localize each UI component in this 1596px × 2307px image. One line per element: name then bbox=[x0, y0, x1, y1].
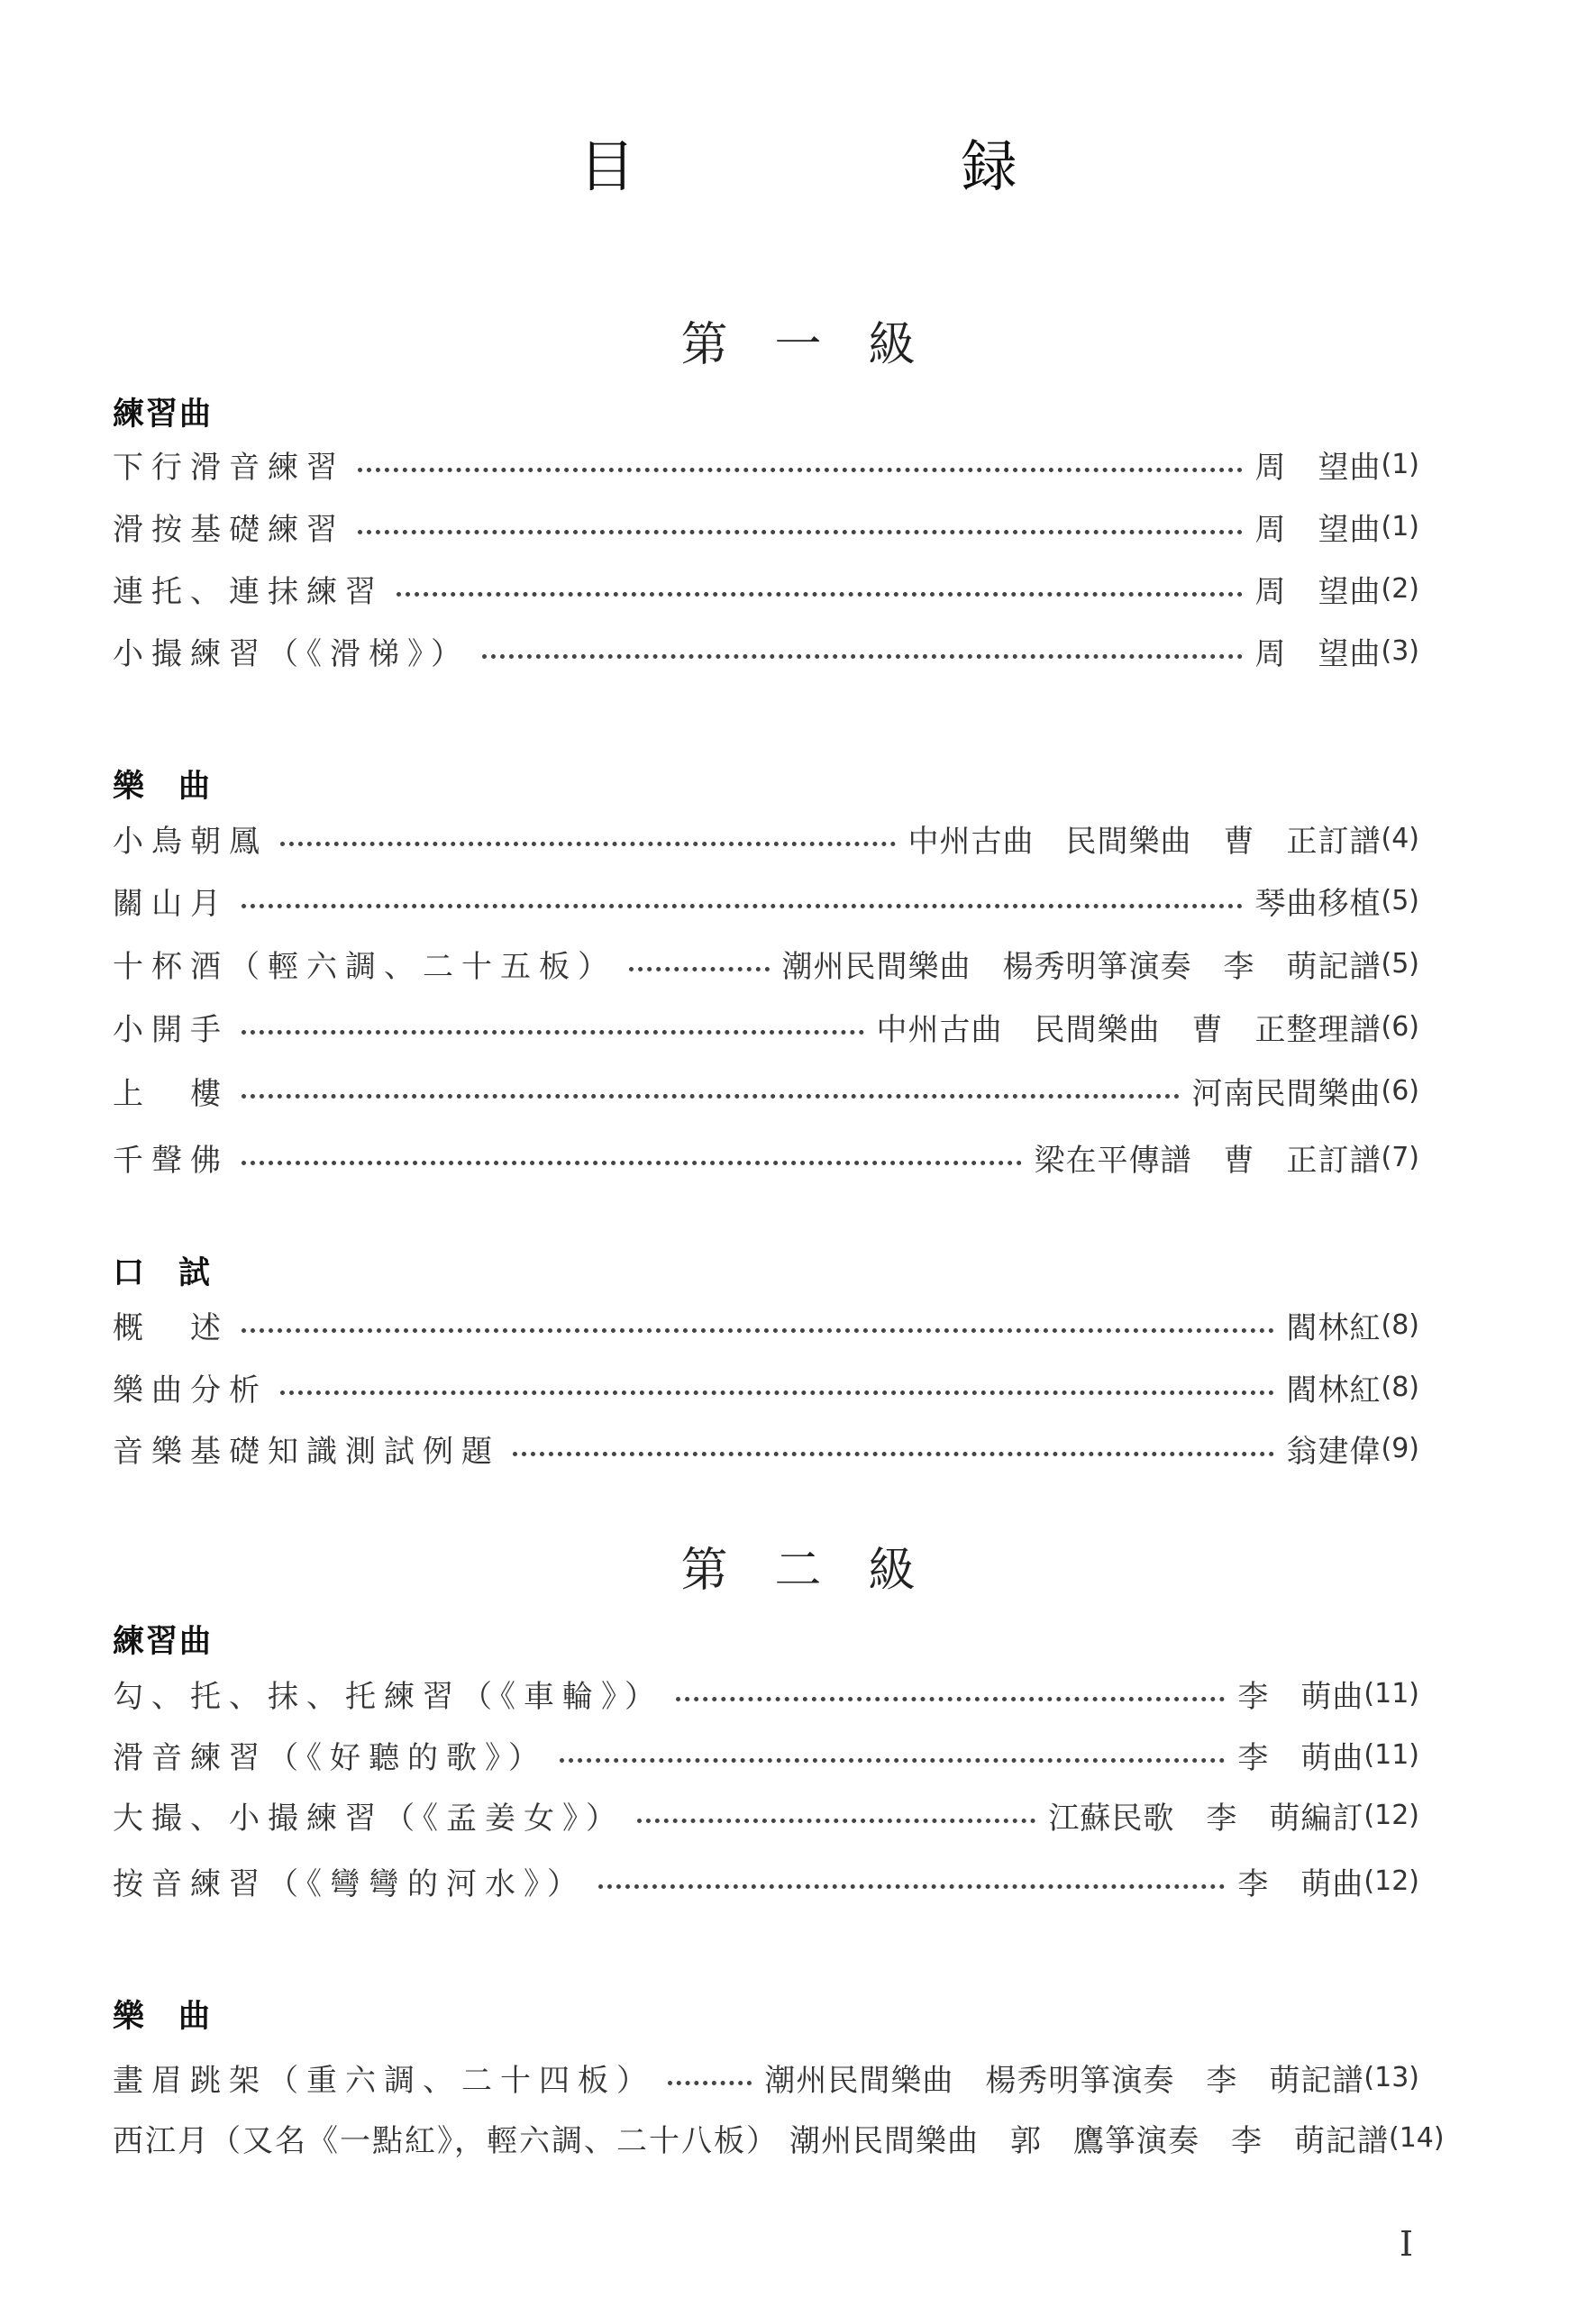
entry-title: 樂曲分析 bbox=[113, 1372, 268, 1409]
toc-entry[interactable] bbox=[113, 444, 1419, 484]
entry-page: (11) bbox=[1363, 1738, 1419, 1771]
entry-page: (7) bbox=[1381, 1141, 1419, 1173]
entry-credit: 周 望曲 bbox=[1254, 449, 1382, 486]
toc-entry[interactable] bbox=[113, 1861, 1419, 1901]
entry-page: (12) bbox=[1363, 1799, 1419, 1831]
dot-leader bbox=[676, 1697, 1225, 1701]
dot-leader bbox=[598, 1884, 1225, 1889]
grade-2-heading: 第二級 bbox=[680, 1544, 962, 1598]
toc-entry[interactable] bbox=[113, 1367, 1419, 1407]
toc-entry[interactable] bbox=[113, 1071, 1419, 1110]
entry-title: 小撮練習（《滑梯》） bbox=[113, 635, 470, 672]
entry-page: (12) bbox=[1363, 1865, 1419, 1897]
toc-entry[interactable] bbox=[113, 1428, 1419, 1468]
entry-title: 滑按基礎練習 bbox=[113, 511, 345, 548]
entry-credit: 梁在平傳譜 曹 正訂譜 bbox=[1034, 1142, 1382, 1179]
entry-title: 十杯酒（輕六調、二十五板） bbox=[113, 948, 616, 985]
entry-page: (9) bbox=[1381, 1432, 1419, 1464]
entry-title: 下行滑音練習 bbox=[113, 449, 345, 486]
page-number: I bbox=[1400, 2224, 1414, 2264]
entry-credit: 中州古曲 民間樂曲 曹 正整理譜 bbox=[876, 1011, 1382, 1048]
dot-leader bbox=[358, 468, 1243, 472]
dot-leader bbox=[560, 1758, 1225, 1763]
entry-page: (14) bbox=[1389, 2121, 1445, 2154]
entry-credit: 閻林紅 bbox=[1286, 1372, 1382, 1409]
entry-page: (1) bbox=[1381, 448, 1419, 480]
dot-leader bbox=[280, 842, 896, 846]
entry-credit: 中州古曲 民間樂曲 曹 正訂譜 bbox=[907, 823, 1382, 860]
toc-entry[interactable] bbox=[113, 2118, 1445, 2159]
toc-entry[interactable] bbox=[113, 944, 1419, 983]
dot-leader bbox=[242, 1328, 1274, 1333]
entry-title: 連托、連抹練習 bbox=[113, 573, 384, 610]
entry-page: (6) bbox=[1381, 1074, 1419, 1107]
toc-entry[interactable] bbox=[113, 631, 1419, 670]
grade-1-section-exercises-heading: 練習曲 bbox=[113, 397, 214, 433]
dot-leader bbox=[242, 1030, 864, 1035]
grade-1-section-pieces-heading: 樂曲 bbox=[113, 769, 245, 805]
entry-page: (3) bbox=[1381, 634, 1419, 667]
entry-credit: 潮州民間樂曲 郭 鷹箏演奏 李 萌記譜 bbox=[789, 2122, 1389, 2159]
entry-credit: 李 萌曲 bbox=[1237, 1678, 1364, 1715]
entry-title: 小鳥朝鳳 bbox=[113, 823, 268, 860]
entry-credit: 江蘇民歌 李 萌編訂 bbox=[1048, 1800, 1364, 1837]
entry-credit: 潮州民間樂曲 楊秀明箏演奏 李 萌記譜 bbox=[781, 948, 1382, 985]
entry-title: 小開手 bbox=[113, 1011, 229, 1048]
toc-entry[interactable] bbox=[113, 569, 1419, 608]
toc-entry[interactable] bbox=[113, 2057, 1419, 2097]
entry-page: (11) bbox=[1363, 1677, 1419, 1710]
entry-page: (5) bbox=[1381, 884, 1419, 916]
grade-1-heading: 第一級 bbox=[680, 318, 962, 372]
entry-credit: 翁建偉 bbox=[1286, 1433, 1382, 1470]
entry-credit: 琴曲移植 bbox=[1254, 885, 1382, 922]
dot-leader bbox=[397, 592, 1243, 597]
entry-page: (8) bbox=[1381, 1371, 1419, 1403]
dot-leader bbox=[280, 1391, 1274, 1395]
toc-entry[interactable] bbox=[113, 506, 1419, 546]
entry-title: 上 樓 bbox=[113, 1075, 229, 1112]
entry-page: (13) bbox=[1363, 2061, 1419, 2093]
entry-page: (2) bbox=[1381, 572, 1419, 605]
toc-entry[interactable] bbox=[113, 818, 1419, 858]
entry-page: (8) bbox=[1381, 1309, 1419, 1341]
toc-entry[interactable] bbox=[113, 880, 1419, 920]
entry-title: 西江月（又名《一點紅》，輕六調、二十八板） bbox=[113, 2122, 779, 2159]
entry-credit: 李 萌曲 bbox=[1237, 1865, 1364, 1902]
toc-entry[interactable] bbox=[113, 1137, 1419, 1177]
dot-leader bbox=[513, 1452, 1274, 1456]
entry-title: 千聲佛 bbox=[113, 1142, 229, 1179]
entry-title: 關山月 bbox=[113, 885, 229, 922]
entry-page: (6) bbox=[1381, 1010, 1419, 1043]
dot-leader bbox=[242, 1094, 1180, 1099]
entry-credit: 周 望曲 bbox=[1254, 511, 1382, 548]
dot-leader bbox=[482, 654, 1243, 659]
entry-page: (4) bbox=[1381, 822, 1419, 854]
entry-title: 勾、托、抹、托練習（《車輪》） bbox=[113, 1678, 663, 1715]
entry-title: 按音練習（《彎彎的河水》） bbox=[113, 1865, 586, 1902]
dot-leader bbox=[668, 2081, 752, 2085]
entry-page: (1) bbox=[1381, 510, 1419, 543]
toc-entry[interactable] bbox=[113, 1007, 1419, 1046]
entry-credit: 閻林紅 bbox=[1286, 1309, 1382, 1346]
dot-leader bbox=[629, 967, 770, 971]
entry-title: 滑音練習（《好聽的歌》） bbox=[113, 1739, 547, 1776]
entry-credit: 周 望曲 bbox=[1254, 573, 1382, 610]
entry-credit: 河南民間樂曲 bbox=[1191, 1075, 1382, 1112]
grade-2-section-exercises-heading: 練習曲 bbox=[113, 1624, 214, 1660]
entry-credit: 潮州民間樂曲 楊秀明箏演奏 李 萌記譜 bbox=[764, 2062, 1364, 2099]
grade-2-section-pieces-heading: 樂曲 bbox=[113, 1999, 245, 2035]
entry-title: 音樂基礎知識測試例題 bbox=[113, 1433, 500, 1470]
entry-title: 概 述 bbox=[113, 1309, 229, 1346]
dot-leader bbox=[637, 1819, 1035, 1823]
toc-entry[interactable] bbox=[113, 1305, 1419, 1345]
entry-title: 大撮、小撮練習（《孟姜女》） bbox=[113, 1800, 625, 1837]
dot-leader bbox=[358, 530, 1243, 534]
toc-entry[interactable] bbox=[113, 1673, 1419, 1713]
entry-credit: 周 望曲 bbox=[1254, 635, 1382, 672]
entry-title: 畫眉跳架（重六調、二十四板） bbox=[113, 2062, 655, 2099]
dot-leader bbox=[242, 1161, 1022, 1165]
page-title: 目 録 bbox=[579, 133, 1153, 199]
dot-leader bbox=[242, 904, 1243, 908]
grade-1-section-oral-exam-heading: 口試 bbox=[113, 1255, 245, 1291]
toc-entry[interactable] bbox=[113, 1795, 1419, 1835]
entry-credit: 李 萌曲 bbox=[1237, 1739, 1364, 1776]
entry-page: (5) bbox=[1381, 947, 1419, 980]
toc-entry[interactable] bbox=[113, 1735, 1419, 1774]
